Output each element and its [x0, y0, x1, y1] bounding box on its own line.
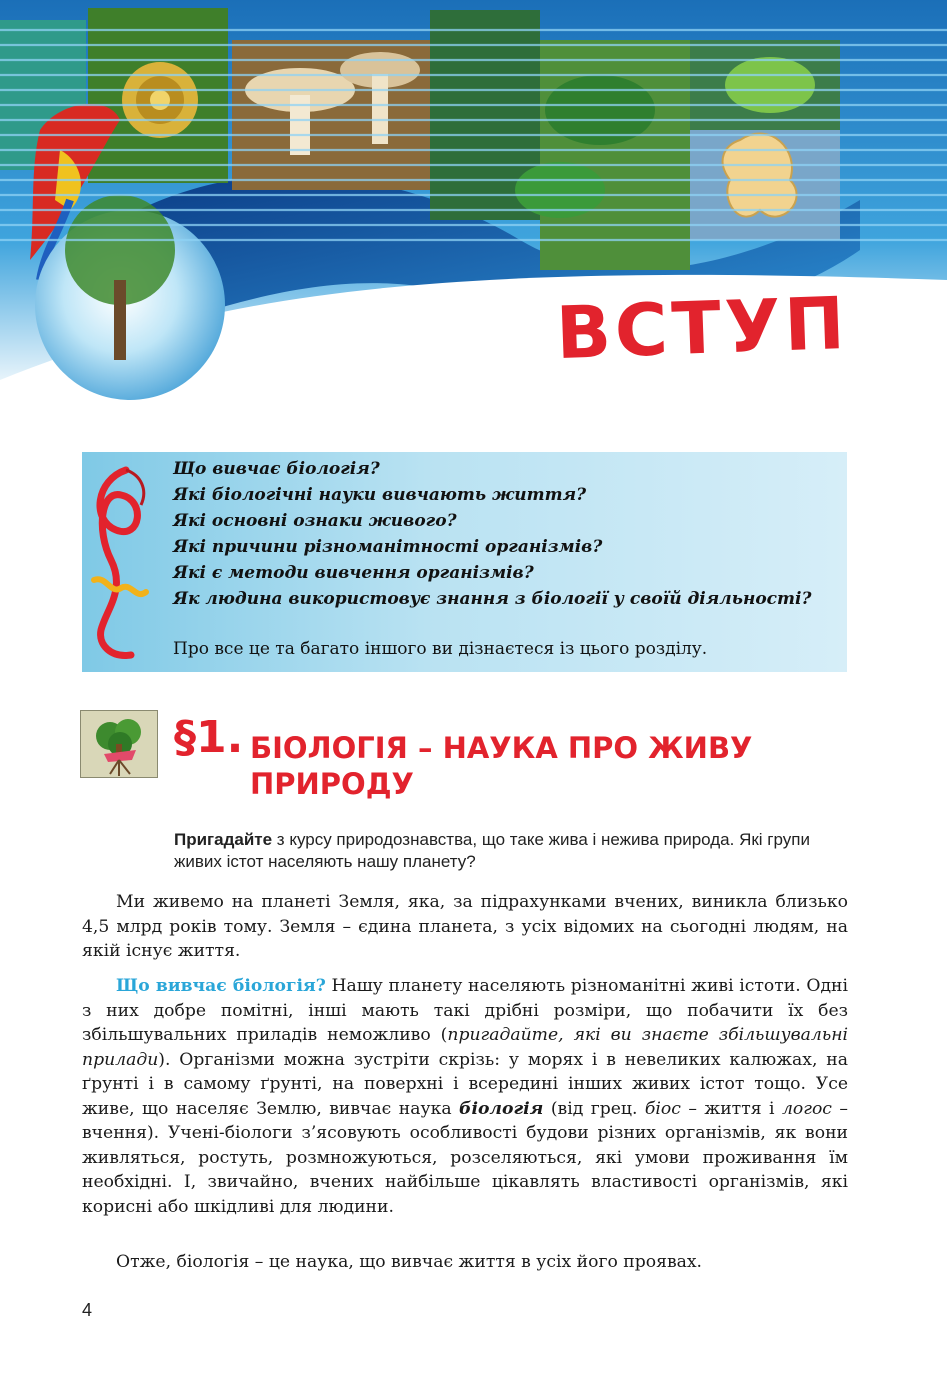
intro-question: Які є методи вивчення організмів?	[173, 563, 534, 583]
page-number: 4	[82, 1300, 93, 1320]
calligraphic-ornament-icon	[86, 460, 156, 665]
intro-question: Як людина використовує знання з біології у своїй діяльності?	[173, 589, 812, 609]
text-run: – життя і	[680, 1098, 782, 1119]
body-paragraph: Ми живемо на планеті Земля, яка, за підрахунками вчених, виникла близько 4,5 млрд років тому. Земля – єдина планета, з усіх відомих на сьогодні людям, на якій існує життя.	[82, 892, 848, 961]
intro-questions-box	[82, 452, 847, 672]
tree-roots-section-icon	[80, 710, 158, 778]
term-bios: біос	[644, 1098, 681, 1119]
text-run: – вчення). Учені-біологи з’ясовують особливості будови різних організмів, як вони живляться, ростуть, розмножуються, розселяються, які умови проживання їм необхідні. І, звичайно, вчених найбільше цікавлять властивості організмів, які корисні або шкідливі для людини.	[82, 1098, 848, 1217]
term-biology: біологія	[459, 1098, 544, 1119]
chapter-banner	[0, 0, 947, 400]
body-paragraph: Отже, біологія – це наука, що вивчає життя в усіх його проявах.	[116, 1252, 703, 1272]
chapter-title: ВСТУП	[555, 280, 851, 376]
italic-text-run: пригадайте, які ви знаєте збільшувальні прилади	[82, 1025, 849, 1070]
recall-lead: Пригадайте	[174, 830, 273, 849]
body-paragraph	[82, 974, 848, 1219]
text-run: ). Організми можна зустріти скрізь: у морях і в невеликих калюжах, на ґрунті і в самому ґрунті, на поверхні і всередині інших живих істот тощо. Усе живе, що населяє Землю, вивчає наука	[82, 1049, 848, 1119]
intro-question: Які основні ознаки живого?	[173, 511, 457, 531]
text-run: Нашу планету населяють різноманітні живі істоти. Одні з них добре помітні, інші мають такі дрібні розміри, що побачити їх без збільшувальних приладів неможливо (	[82, 976, 848, 1045]
term-logos: логос	[781, 1098, 832, 1119]
intro-question-list	[173, 456, 843, 612]
section-number: §1.	[174, 712, 244, 763]
intro-question: Що вивчає біологія?	[173, 459, 380, 479]
section-title: БІОЛОГІЯ – НАУКА ПРО ЖИВУ ПРИРОДУ	[250, 731, 753, 801]
recall-text: з курсу природознавства, що таке жива і нежива природа. Які групи живих істот населяють нашу планету?	[174, 830, 810, 871]
paragraph-lead-question: Що вивчає біологія?	[116, 976, 326, 996]
text-run: (від грец.	[543, 1098, 645, 1119]
intro-question: Які біологічні науки вивчають життя?	[173, 485, 587, 505]
recall-prompt	[174, 829, 854, 873]
intro-summary: Про все це та багато іншого ви дізнаєтеся із цього розділу.	[173, 639, 708, 659]
intro-question: Які причини різноманітності організмів?	[173, 537, 603, 557]
